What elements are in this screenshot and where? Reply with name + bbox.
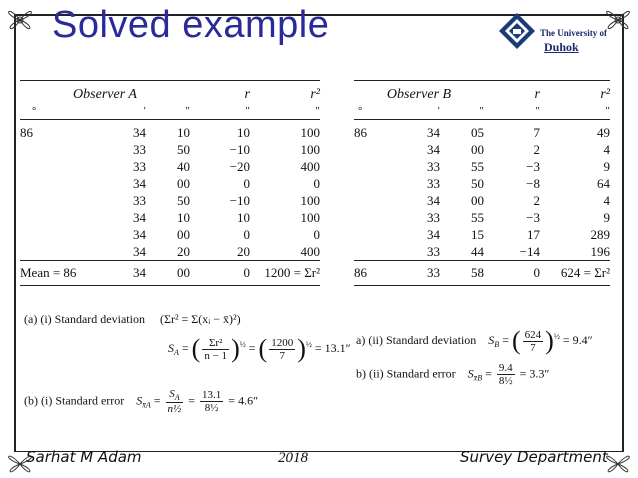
frac-denominator: 8½ [498,375,513,387]
table-cell: 34 [427,226,440,242]
exponent: ½ [305,339,312,349]
observer-b-table [354,80,610,286]
table-cell: 33 [133,192,146,208]
observer-a-header: Observer A [73,87,137,102]
table-row [20,192,320,209]
mean-cell: 58 [471,265,484,280]
formula-result: = 9.4″ [562,332,593,347]
formula-label: b) (ii) Standard error [356,366,456,381]
table-cell: 55 [471,158,484,174]
frac-denominator: n½ [167,403,182,416]
table-row [354,209,610,226]
table-cell: 289 [590,226,610,242]
table-cell: 34 [133,124,146,140]
table-cell: 0 [313,226,320,242]
table-cell: 33 [427,158,440,174]
table-cell: 34 [133,226,146,242]
logo-line-1: The University of [540,28,607,38]
table-cell: 34 [133,209,146,225]
table-cell: 44 [471,243,484,259]
formula-label: (b) (i) Standard error [24,393,125,408]
table-row [354,226,610,243]
frac-numerator: S [169,388,175,400]
table-row [20,141,320,158]
table-cell: 34 [427,141,440,157]
formula-result: = 3.3″ [519,366,550,381]
table-row [20,158,320,175]
formula-label: (a) (i) Standard deviation [24,312,145,326]
r-squared-header: r² [310,87,320,102]
table-cell [20,192,86,209]
unit-second: ″ [245,105,250,117]
formula-sa: $S_A$ = ( $\frac{\text{Σr²}}{n - 1}$ )$^{\frac{1}{2}}$ = ( $\frac{1200}{7}$ )$^{\frac{1}{2}}$ = 13.1″ [168,334,351,363]
table-cell: 100 [300,141,320,157]
sum-r-squared: 624 = Σr² [560,265,610,280]
table-cell [20,158,86,175]
table-cell: 50 [471,175,484,191]
footer-department: Survey Department [460,448,608,466]
table-cell: −10 [229,192,250,208]
table-cell: 00 [471,192,484,208]
table-cell [20,243,86,261]
table-cell: 0 [313,175,320,191]
table-row [354,141,610,158]
formula-definition: (Σr² = Σ(xᵢ − x̄)²) [159,312,241,326]
table-cell: 00 [177,175,190,191]
mean-cell: 33 [427,265,440,280]
table-row [354,192,610,209]
table-cell: 0 [243,226,250,242]
table-cell: 10 [237,124,250,140]
table-cell [354,158,390,175]
r-squared-header: r² [600,87,610,102]
table-cell: 2 [533,141,540,157]
unit-second: ″ [315,105,320,117]
footer-year: 2018 [278,450,308,466]
observer-a-rows [20,120,320,261]
table-cell: 50 [177,141,190,157]
table-cell: 2 [533,192,540,208]
mean-cell: 00 [177,265,190,280]
table-row [20,120,320,142]
formula-b-ii: b) (ii) Standard error $S_{x̄B}$ = $\frac{9.4}{\text{8½}}$ = 3.3″ [356,362,550,387]
exponent: ½ [239,339,246,349]
table-cell: 4 [603,141,610,157]
unit-second: ″ [535,105,540,117]
formula-subscript: A [174,348,179,358]
table-cell: −8 [526,175,540,191]
table-cell: −20 [229,158,250,174]
frac-denominator: 8½ [204,402,219,415]
table-cell: 10 [177,209,190,225]
table-cell: 00 [177,226,190,242]
table-cell: −14 [519,243,540,259]
observer-a-table [20,80,320,286]
table-cell: 20 [237,243,250,259]
table-row [20,243,320,261]
table-cell: 100 [300,209,320,225]
table-cell: 50 [177,192,190,208]
sum-r-squared: 1200 = Σr² [264,265,320,280]
table-cell: 4 [603,192,610,208]
table-cell: 33 [427,209,440,225]
r-header: r [244,87,250,102]
table-cell: −3 [526,209,540,225]
table-cell: 9 [603,158,610,174]
table-cell: 55 [471,209,484,225]
frac-denominator: 7 [279,349,285,362]
table-row [20,226,320,243]
table-cell [354,141,390,158]
table-cell [20,141,86,158]
formula-label: a) (ii) Standard deviation [356,332,477,347]
frac-denominator: n − 1 [204,349,228,362]
r-header: r [534,87,540,102]
table-cell: 400 [300,243,320,259]
unit-minute: ′ [143,105,146,117]
slide-title: Solved example [52,4,330,46]
table-row [354,120,610,142]
formula-result: = 13.1″ [314,340,351,355]
table-cell: 7 [533,124,540,140]
slide-border-right [622,14,624,452]
table-cell [354,243,390,261]
table-row [354,175,610,192]
table-cell: 34 [427,124,440,140]
table-cell: 20 [177,243,190,259]
flower-ornament-icon [0,0,40,40]
university-emblem-icon [498,12,536,50]
mean-cell: 34 [133,265,146,280]
mean-cell: 0 [533,265,540,280]
formula-result: = 4.6″ [228,393,259,408]
table-row [354,243,610,261]
table-cell: 33 [427,175,440,191]
table-cell: 400 [300,158,320,174]
table-cell: 33 [133,158,146,174]
table-cell: 33 [133,141,146,157]
formula-a-ii: a) (ii) Standard deviation $S_B$ = ( $\frac{624}{7}$ )$^{\frac{1}{2}}$ = 9.4″ [356,326,593,355]
observer-b-header: Observer B [386,87,452,102]
footer-author: Sarhat M Adam [26,448,142,466]
table-cell: 34 [133,175,146,191]
formula-a-i [24,312,241,327]
slide-border-left [14,14,16,452]
table-cell [354,192,390,209]
mean-label: 86 [354,265,367,280]
frac-numerator: Σr² [202,337,229,350]
frac-numerator: 624 [524,328,542,341]
table-cell: 00 [471,141,484,157]
table-cell: 34 [133,243,146,259]
table-row [354,158,610,175]
frac-numerator: 13.1 [202,389,222,402]
logo-line-2: Duhok [544,40,579,54]
table-cell: 10 [237,209,250,225]
frac-numerator: 1200 [271,336,294,349]
table-row [20,175,320,192]
university-logo [498,10,606,54]
frac-numerator: 9.4 [498,362,513,374]
table-cell [20,175,86,192]
table-cell: −3 [526,158,540,174]
unit-second: ″ [479,105,484,117]
table-cell [20,226,86,243]
exponent: ½ [553,331,560,341]
table-row [20,209,320,226]
table-cell: 0 [243,175,250,191]
table-cell: 64 [597,175,610,191]
table-cell: 100 [300,124,320,140]
table-cell: 100 [300,192,320,208]
table-cell [20,209,86,226]
formula-b-i: (b) (i) Standard error $S_{x̄A}$ = $\frac{S_A}{\text{n½}}$ = $\frac{13.1}{\text{8½}}$ = 4.6″ [24,388,259,416]
table-cell: 17 [527,226,540,242]
unit-degree: ° [32,105,37,117]
unit-minute: ′ [437,105,440,117]
table-cell [354,175,390,192]
unit-second: ″ [605,105,610,117]
table-cell: 05 [471,124,484,140]
table-cell: 10 [177,124,190,140]
table-cell: 15 [471,226,484,242]
table-cell [354,209,390,226]
frac-denominator: 7 [530,341,536,354]
unit-degree: ° [358,105,363,117]
table-cell: 86 [20,124,33,140]
observer-b-rows [354,120,610,261]
table-cell: −10 [229,141,250,157]
table-cell: 40 [177,158,190,174]
table-cell: 49 [597,124,610,140]
mean-cell: 0 [243,265,250,280]
mean-label: Mean = 86 [20,265,77,280]
table-cell: 33 [427,243,440,259]
table-cell [354,226,390,243]
unit-second: ″ [185,105,190,117]
table-cell: 86 [354,124,367,140]
table-cell: 9 [603,209,610,225]
formula-symbol: S [168,340,174,355]
table-cell: 34 [427,192,440,208]
table-cell: 196 [590,243,610,259]
